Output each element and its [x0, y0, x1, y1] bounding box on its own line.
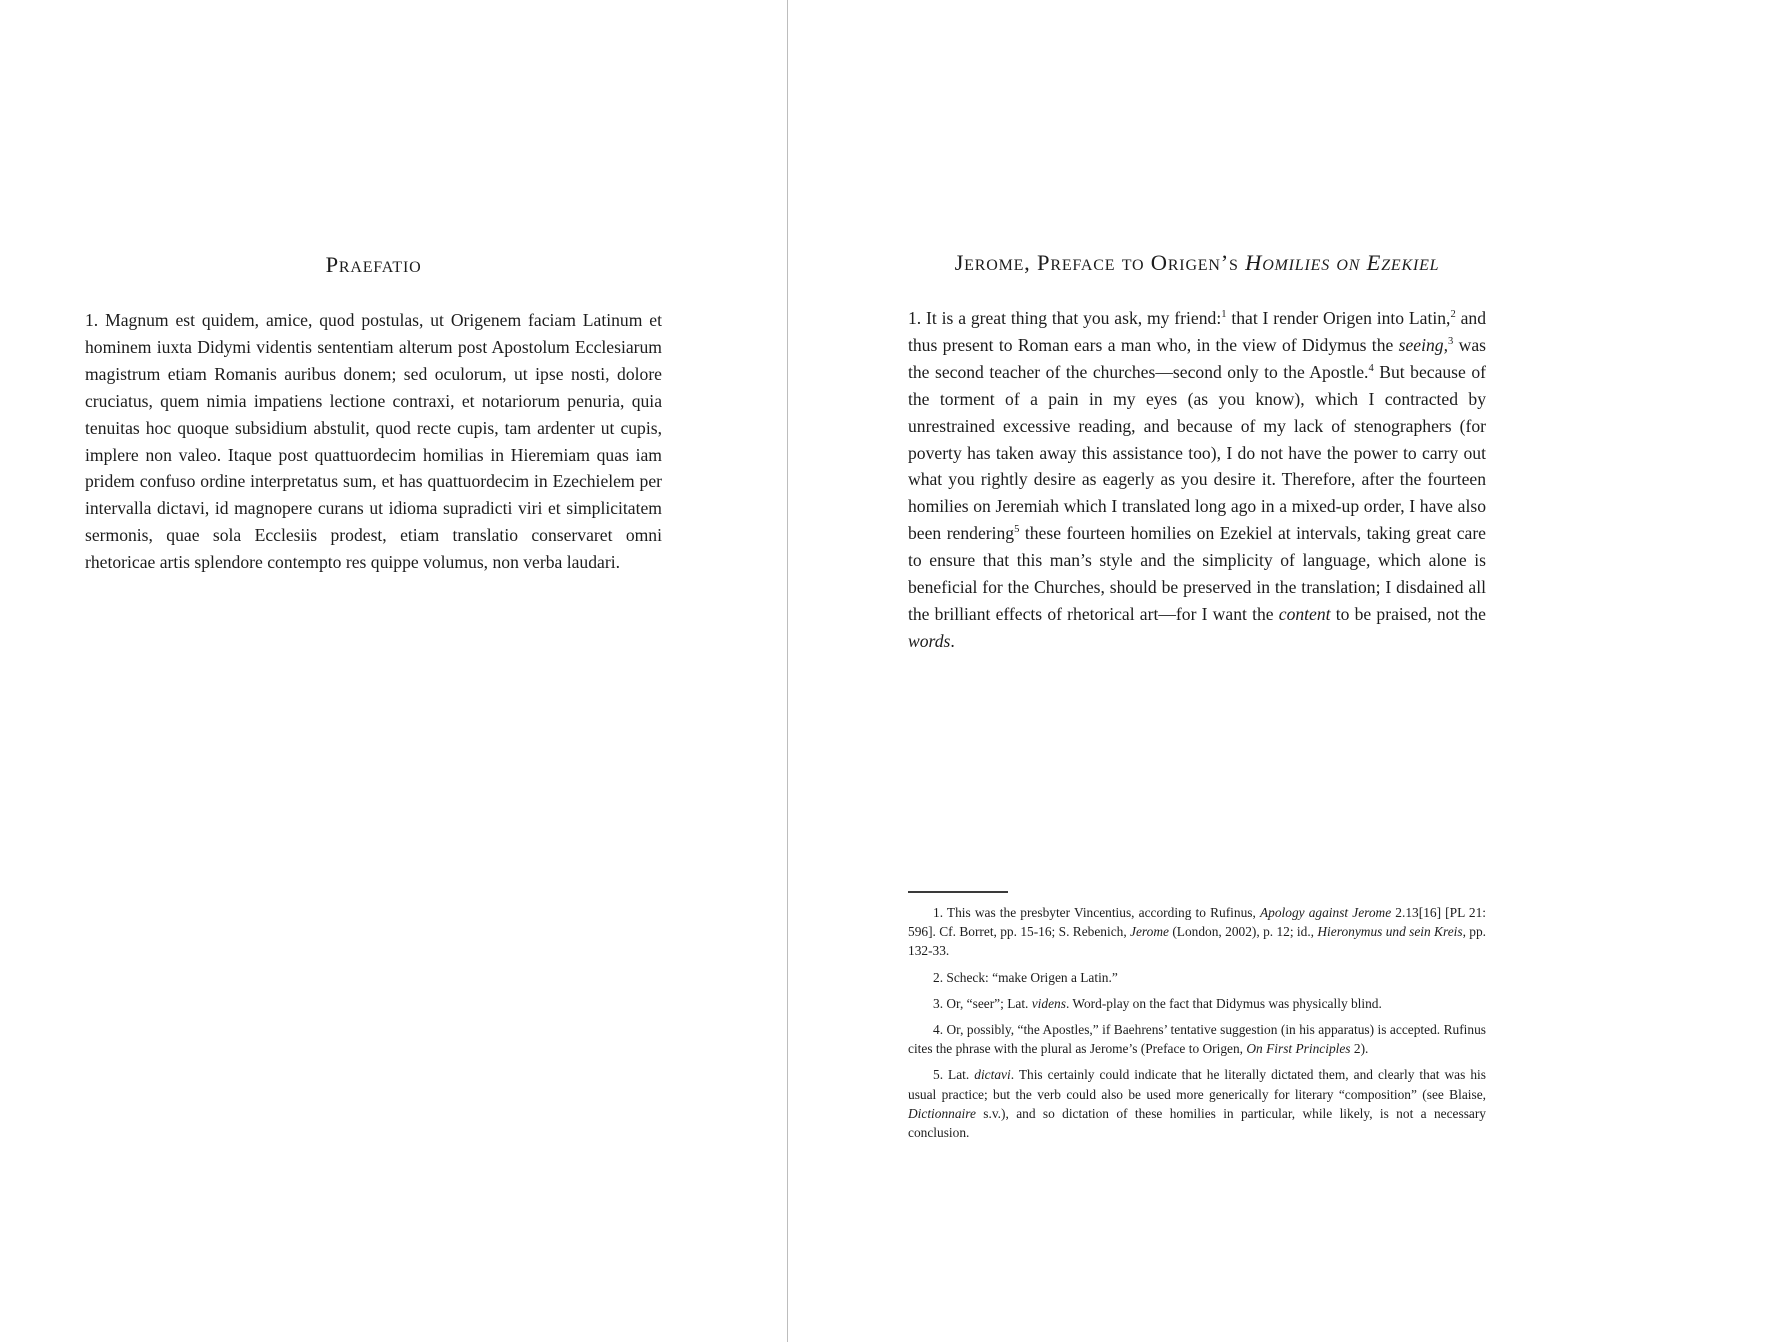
footnote: 3. Or, “seer”; Lat. videns. Word-play on the fact that Didymus was physically blind.	[933, 995, 1382, 1011]
left-page-title: Praefatio	[325, 252, 422, 277]
footnotes-list	[908, 903, 1486, 1142]
footnote: 1. This was the presbyter Vincentius, according to Rufinus, Apology against Jerome 2.13[16] [PL 21: 596]. Cf. Borret, pp. 15-16; S. Rebenich, Jerome (London, 2002), p. 12; id., Hieronymus und sein Kreis, pp. 132-33.	[908, 905, 1487, 959]
latin-paragraph: 1. Magnum est quidem, amice, quod postulas, ut Origenem faciam Latinum et hominem iuxta Didymi videntis sententiam alterum post Apostolum Ecclesiarum magistrum etiam Romanis auribus donem; sed oculorum, ut ipse nosti, dolore cruciatus, quem nimia impatiens lectione contraxi, et notariorum penuria, quia tenuitas hoc quoque subsidium abstulit, quod recte cupis, tam ardenter ut cupis, implere non valeo. Itaque post quattuordecim homilias in Hieremiam quas iam pridem confuso ordine interpretatus sum, et has quattuordecim in Ezechielem per intervalla dictavi, id magnopere curans ut idioma supradicti viri et simplicitatem sermonis, quae sola Ecclesiis prodest, etiam translatio conservaret omni rhetoricae artis splendore contempto res quippe volumus, non verba laudari.	[85, 310, 662, 573]
right-page	[908, 250, 1486, 655]
footnote: 5. Lat. dictavi. This certainly could indicate that he literally dictated them, and clearly that was his usual practice; but the verb could also be used more generically for literary “composition” (see Blaise, Dictionnaire s.v.), and so dictation of these homilies in particular, while likely, is not a necessary conclusion.	[908, 1067, 1486, 1141]
left-page	[85, 252, 662, 576]
right-page-title: Jerome, Preface to Origen’s Homilies on Ezekiel	[954, 250, 1440, 275]
footnote: 4. Or, possibly, “the Apostles,” if Baehrens’ tentative suggestion (in his apparatus) is accepted. Rufinus cites the phrase with the plural as Jerome’s (Preface to Origen, On First Principles 2).	[908, 1022, 1486, 1057]
page-divider	[787, 0, 788, 1342]
footnote: 2. Scheck: “make Origen a Latin.”	[933, 969, 1118, 985]
footnotes-section	[908, 891, 1486, 1149]
english-paragraph: 1. It is a great thing that you ask, my friend:$^1$ that I render Origen into Latin,$^2$ and thus present to Roman ears a man who, in the view of Didymus the seeing,$^3$ was the second teacher of the churches—second only to the Apostle.$^4$ But because of the torment of a pain in my eyes (as you know), which I contracted by unrestrained excessive reading, and because of my lack of stenographers (for poverty has taken away this assistance too), I do not have the power to carry out what you rightly desire as eagerly as you desire it. Therefore, after the fourteen homilies on Jeremiah which I translated long ago in a mixed-up order, I have also been rendering$^5$ these fourteen homilies on Ezekiel at intervals, taking great care to ensure that this man’s style and the simplicity of language, which alone is beneficial for the Churches, should be preserved in the translation; I disdained all the brilliant effects of rhetorical art—for I want the content to be praised, not the words.	[908, 308, 1487, 651]
footnote-separator	[908, 891, 1008, 893]
